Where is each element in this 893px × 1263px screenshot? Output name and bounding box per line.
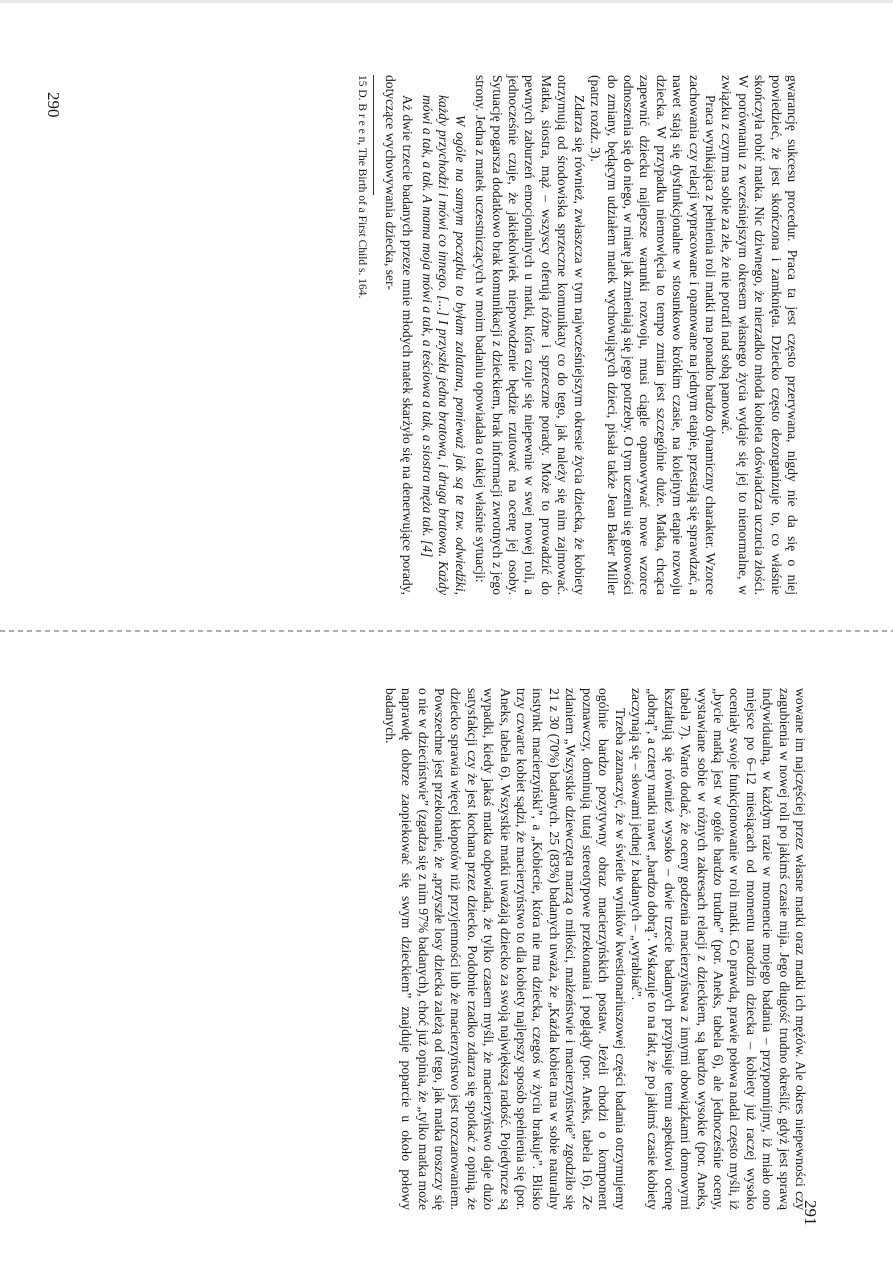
paragraph: Praca wynikająca z pełnienia roli matki ma ponadto bardzo dynamiczny charakter. Wzorce zachowania czy relacji wypracowane i opanowane na jednym etapie, przestają się sprawdzać, a nawet stają się dysfunkcjonalne w stosunkowo krótkim czasie, na kolejnym etapie rozwoju dziecka. W przypadku niemowlęcia to tempo zmian jest szczególnie duże. Matka, chcąca zapewnić dziecku najlepsze warunki rozwoju, musi ciągle opanowywać nowe wzorce odnoszenia się do niego, w miarę jak zmieniają się jego potrzeby. O tym uczeniu się gotowości do zmiany, będącym udziałem matek wychowujących dzieci, pisała także Jean Baker Miller (patrz rozdz. 3). xyxy=(588,75,718,595)
footnote: 15 D. B r e e n, The Birth of a First Child s. 164. xyxy=(355,75,368,299)
paragraph: Aż dwie trzecie badanych przeze mnie młodych matek skarżyło się na denerwujące porady, dotyczące wychowywania dziecka, ser- xyxy=(383,75,415,595)
paragraph: wowane im najczęściej przez własne matki oraz matki ich mężów. Ale okres niepewności czy zagubienia w nowej roli po jakimś czasie mija. Jego długość trudno określić, gdyż jest sprawą indywidualną, w każdym razie w momencie mojego badania – przypomnijmy, iż miało ono miejsce po 6–12 miesiącach od momentu narodzin dziecka – kobiety już raczej wysoko oceniały swoje funkcjonowanie w roli matki. Co prawda, prawie połowa nadal często myśli, iż „bycie matką jest w ogóle bardzo trudne” (por. Aneks, tabela 6), ale jednocześnie oceny, wystawiane sobie w różnych zakresach relacji z dzieckiem, są bardzo wysokie (por. Aneks, tabela 7). Warto dodać, że oceny godzenia macierzyństwa z innymi obowiązkami domowymi kształtują się również wysoko – dwie trzecie badanych przypisuje temu aspektowi ocenę „dobrą”, a cztery matki nawet „bardzo dobrą”. Wskazuje to na fakt, że po jakimś czasie kobiety zaczynają się – słowami jednej z badanych – „wyrabiać”. xyxy=(628,688,808,1210)
book-gutter-line xyxy=(0,630,893,632)
block-quote: W ogóle na samym początku to byłam zalatana, ponieważ jak są te tzw. odwiedźki, każdy przychodzi i mówi co innego. [...] I przyszła jedna bratowa, i druga bratowa. Każdy mówi a tak, a tak. A mama moja mówi a tak, a teściowa a tak, a siostra męża tak. [4] xyxy=(420,95,468,595)
page-number-right: 291 xyxy=(801,1200,820,1226)
page-number-left: 290 xyxy=(44,92,63,118)
paragraph: Zdarza się również, zwłaszcza w tym najwcześniejszym okresie życia dziecka, że kobiety otrzymują od środowiska sprzeczne komunikaty co do tego, jak należy się nim zajmować. Matka, siostra, mąż – wszyscy oferują różne i sprzeczne porady. Może to prowadzić do pewnych zaburzeń emocjonalnych u matki, która czuje się niepewnie w swej nowej roli, a jednocześnie czuje, że jakiekolwiek niepowodzenie będzie rzutować na ocenę jej osoby. Sytuację pogarsza dodatkowo brak komunikacji z dzieckiem, brak informacji zwrotnych z jego strony. Jedna z matek uczestniczących w moim badaniu opowiadała o takiej właśnie sytuacji: xyxy=(473,75,587,595)
footnote-rule xyxy=(373,75,374,195)
page-291-text xyxy=(381,688,808,1210)
page-290-text xyxy=(355,75,800,595)
paragraph: gwarancję sukcesu procedur. Praca ta jest często przerywana, nigdy nie da się o niej powiedzieć, że jest skończona i zamknięta. Dziecko często dezorganizuje to, co właśnie skończyła robić matka. Nic dziwnego, że nierzadko młoda kobieta doświadcza uczucia złości. W porównaniu z wcześniejszym okresem własnego życia wydaje się jej to nienormalne, w związku z czym ma sobie za złe, że nie potrafi nad sobą panować. xyxy=(719,75,800,595)
scan-shadow-top xyxy=(0,0,893,3)
paragraph: Trzeba zaznaczyć, że w świetle wyników kwestionariuszowej części badania otrzymujemy ogólnie bardzo pozytywny obraz macierzyńskich postaw. Jeżeli chodzi o komponent poznawczy, dominują tutaj stereotypowe przekonania i poglądy (por. Aneks, tabela 16). Ze zdaniem „Wszystkie dziewczęta marzą o miłości, małżeństwie i macierzyństwie” zgodziło się 21 z 30 (70%) badanych. 25 (83%) badanych uważa, że „Każda kobieta ma w sobie naturalny instynkt macierzyński”, a „Kobiecie, która nie ma dziecka, czegoś w życiu brakuje”. Blisko trzy czwarte kobiet sądzi, że macierzyństwo to dla kobiety najlepszy sposób spełnienia się (por. Aneks, tabela 6). Wszystkie matki uważają dziecko za swoją największą radość. Pojedyncze są wypadki, kiedy jakaś matka odpowiada, że tylko czasem myśli, że macierzyństwo daje dużo satysfakcji czy że jest kochana przez dziecko. Podobnie rzadko zdarza się spotkać z opinią, że dziecko sprawia więcej kłopotów niż przyjemności lub że macierzyństwo jest rozczarowaniem. Powszechne jest przekonanie, że „przyszłe losy dziecka zależą od tego, jak matka troszczy się o nie w dzieciństwie” (zgadza się z nim 97% badanych), choć już opinia, że „tylko matka może naprawdę dobrze zaopiekować się swym dzieckiem” znajduje poparcie u około połowy badanych. xyxy=(382,688,628,1210)
